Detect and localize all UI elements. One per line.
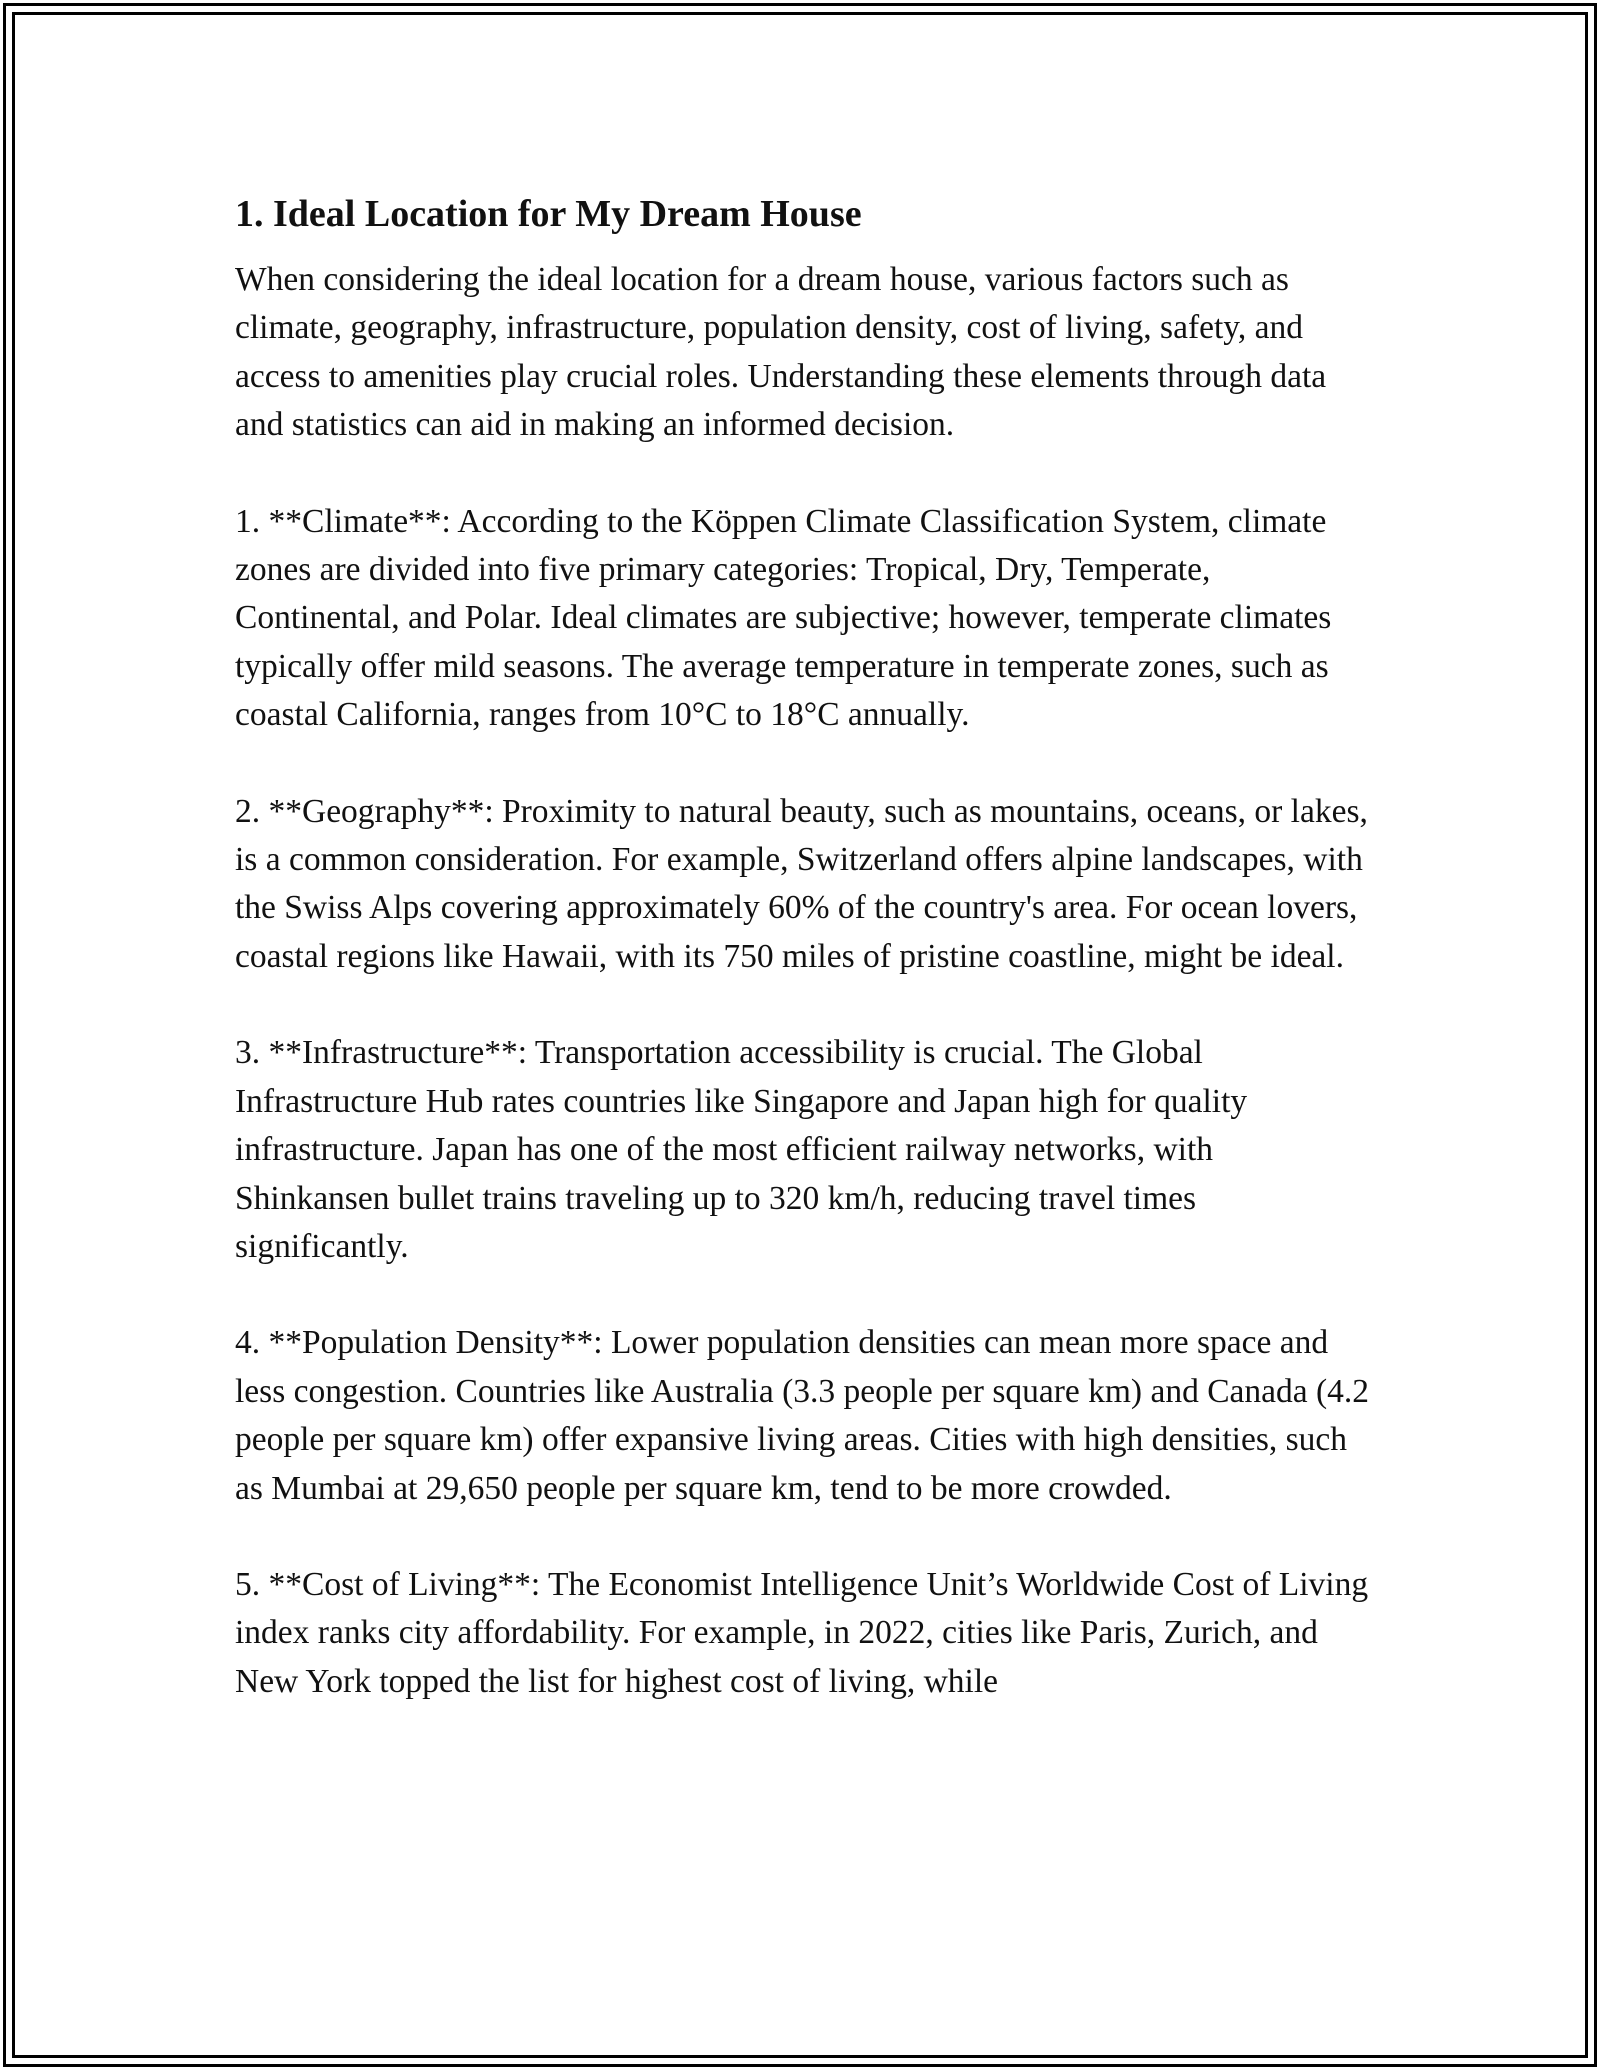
climate-paragraph: 1. **Climate**: According to the Köppen Climate Classification System, climate zones are divided into five primary categories: Tropical, Dry, Temperate, Continental, and Polar. Ideal climates are subjective; however, temperate climates typically offer mild seasons. The average temperature in temperate zones, such as coastal California, ranges from 10°C to 18°C annually.: [235, 502, 1332, 734]
infrastructure-paragraph: 3. **Infrastructure**: Transportation accessibility is crucial. The Global Infrastructure Hub rates countries like Singapore and Japan high for quality infrastructure. Japan has one of the most efficient railway networks, with Shinkansen bullet trains traveling up to 320 km/h, reducing travel times significantly.: [235, 1034, 1248, 1265]
cost-of-living-paragraph: 5. **Cost of Living**: The Economist Intelligence Unit’s Worldwide Cost of Living index ranks city affordability. For example, in 2022, cities like Paris, Zurich, and New York topped the list for highest cost of living, while: [235, 1565, 1369, 1700]
population-density-paragraph: 4. **Population Density**: Lower population densities can mean more space and less congestion. Countries like Australia (3.3 people per square km) and Canada (4.2 people per square km) offer expansive living areas. Cities with high densities, such as Mumbai at 29,650 people per square km, tend to be more crowded.: [235, 1324, 1370, 1507]
geography-paragraph: 2. **Geography**: Proximity to natural beauty, such as mountains, oceans, or lakes, is a common consideration. For example, Switzerland offers alpine landscapes, with the Swiss Alps covering approximately 60% of the country's area. For ocean lovers, coastal regions like Hawaii, with its 750 miles of pristine coastline, might be ideal.: [235, 792, 1368, 975]
section-heading: 1. Ideal Location for My Dream House: [235, 193, 862, 235]
intro-paragraph: When considering the ideal location for a dream house, various factors such as climate, geography, infrastructure, population density, cost of living, safety, and access to amenities play crucial roles. Understanding these elements through data and statistics can aid in making an informed decision.: [235, 261, 1327, 444]
document-body: [235, 188, 1375, 1706]
